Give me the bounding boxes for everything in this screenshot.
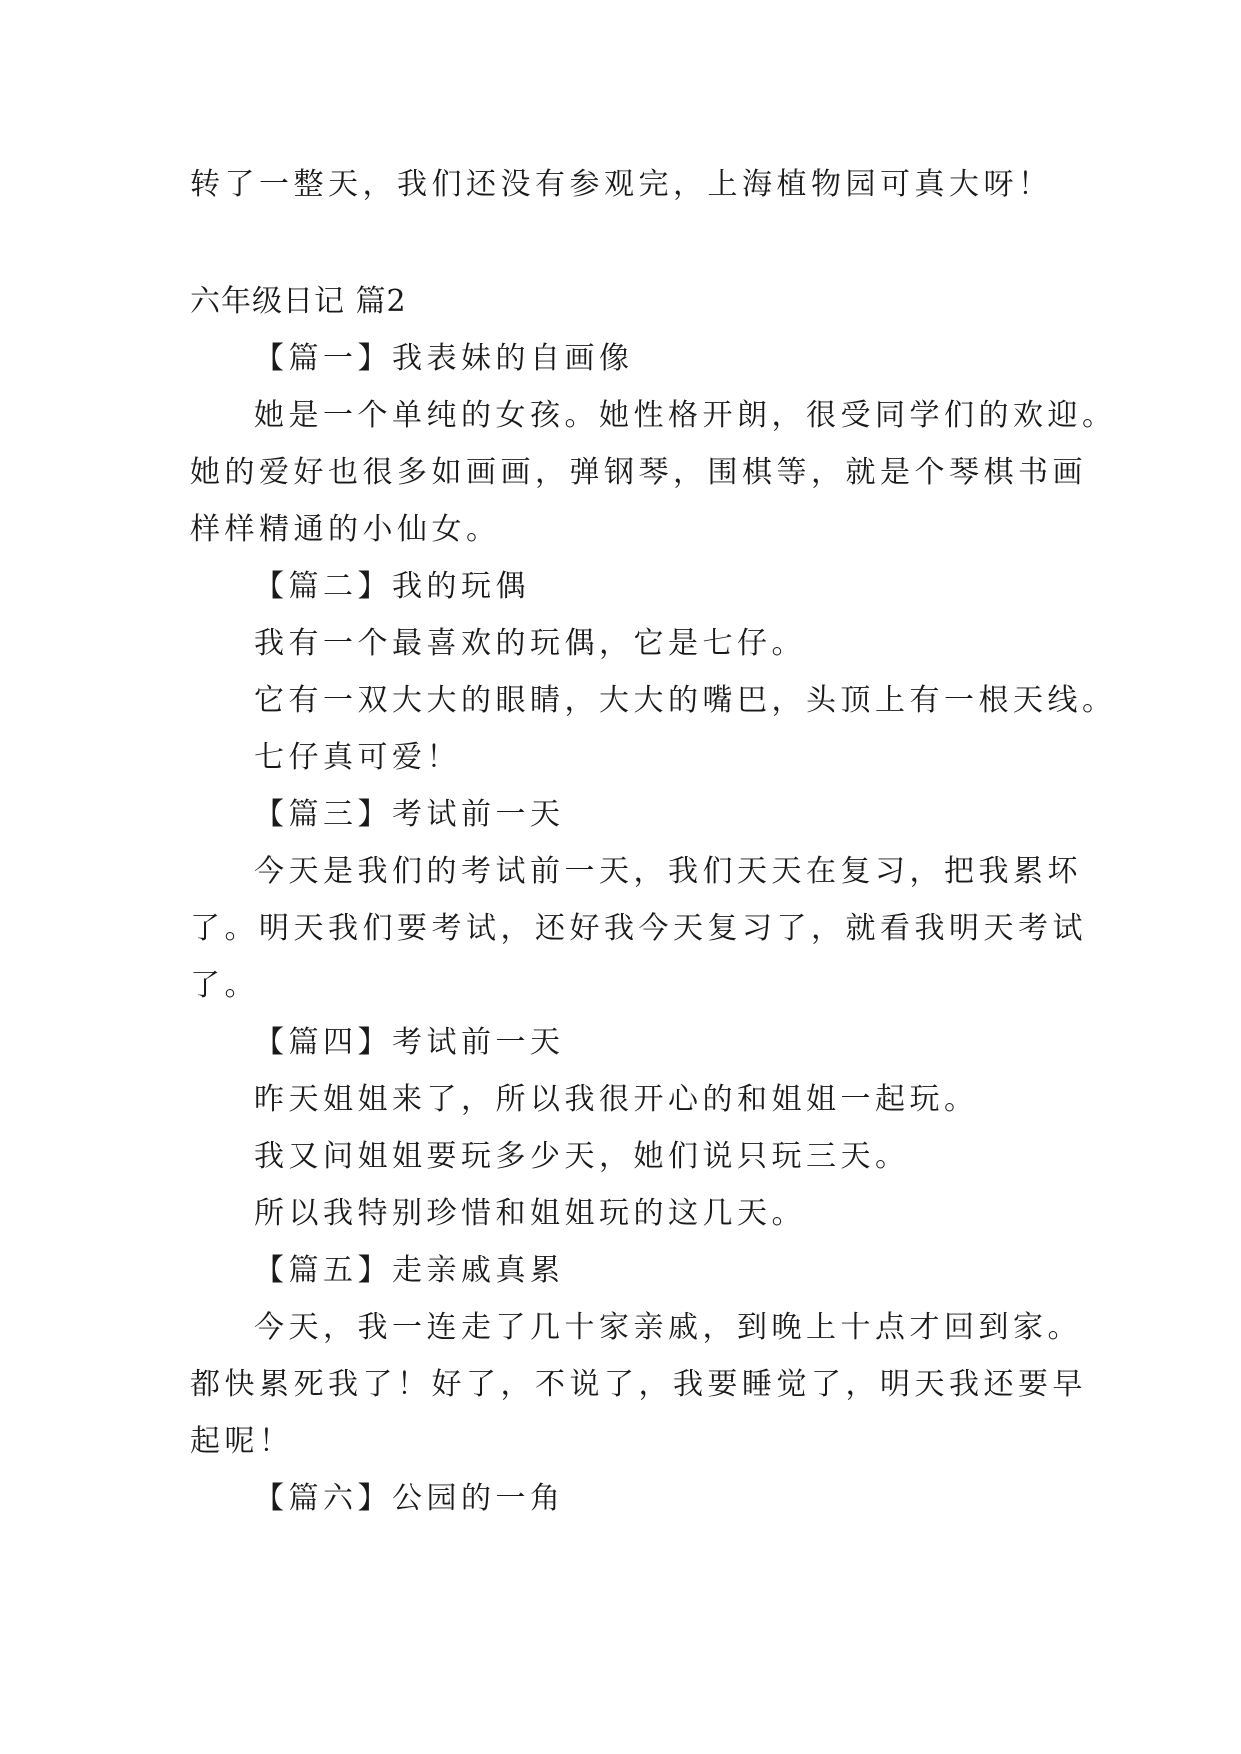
subsection-heading: 【篇六】公园的一角 [254, 1481, 565, 1516]
paragraph-line: 今天是我们的考试前一天，我们天天在复习，把我累坏 [254, 854, 1082, 889]
paragraph-line: 起呢！ [190, 1424, 294, 1459]
paragraph-line: 我有一个最喜欢的玩偶，它是七仔。 [254, 626, 806, 661]
paragraph-line: 她是一个单纯的女孩。她性格开朗，很受同学们的欢迎。 [254, 398, 1117, 433]
paragraph-line: 都快累死我了！好了，不说了，我要睡觉了，明天我还要早 [190, 1367, 1087, 1402]
paragraph-line: 七仔真可爱！ [254, 740, 461, 775]
paragraph-line: 了。明天我们要考试，还好我今天复习了，就看我明天考试 [190, 911, 1087, 946]
subsection-heading: 【篇五】走亲戚真累 [254, 1253, 565, 1288]
paragraph-line: 了。 [190, 968, 259, 1003]
subsection-heading: 【篇四】考试前一天 [254, 1025, 565, 1060]
paragraph-line: 样样精通的小仙女。 [190, 512, 501, 547]
paragraph-line: 转了一整天，我们还没有参观完，上海植物园可真大呀！ [190, 167, 1053, 202]
paragraph-line: 今天，我一连走了几十家亲戚，到晚上十点才回到家。 [254, 1310, 1082, 1345]
paragraph-line: 我又问姐姐要玩多少天，她们说只玩三天。 [254, 1139, 910, 1174]
paragraph-line: 它有一双大大的眼睛，大大的嘴巴，头顶上有一根天线。 [254, 683, 1117, 718]
subsection-heading: 【篇一】我表妹的自画像 [254, 341, 634, 376]
subsection-heading: 【篇三】考试前一天 [254, 797, 565, 832]
paragraph-line: 她的爱好也很多如画画，弹钢琴，围棋等，就是个琴棋书画 [190, 455, 1087, 490]
paragraph-line: 昨天姐姐来了，所以我很开心的和姐姐一起玩。 [254, 1082, 979, 1117]
section-title: 六年级日记 篇2 [190, 284, 407, 319]
subsection-heading: 【篇二】我的玩偶 [254, 569, 530, 604]
paragraph-line: 所以我特别珍惜和姐姐玩的这几天。 [254, 1196, 806, 1231]
